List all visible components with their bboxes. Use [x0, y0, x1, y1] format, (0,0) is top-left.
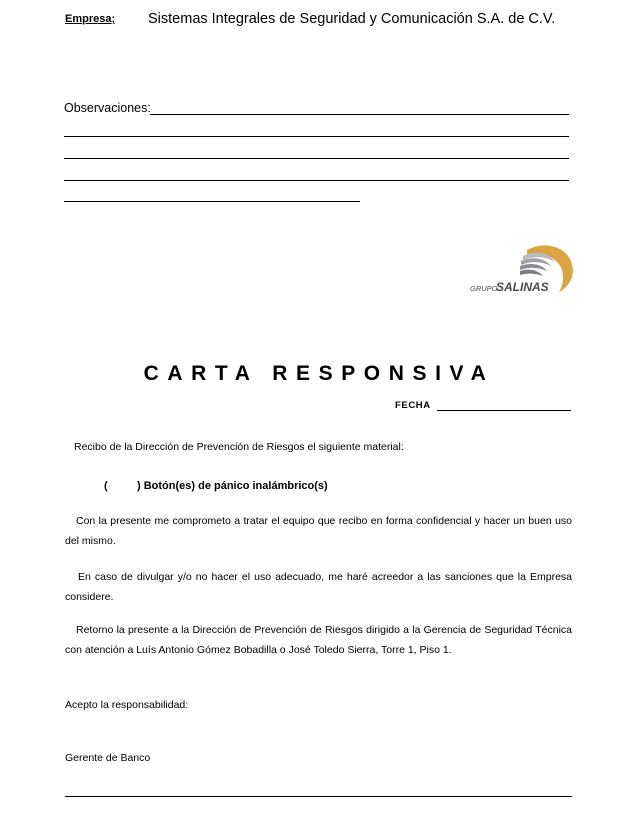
observaciones-line	[150, 114, 569, 115]
fecha-line	[437, 410, 571, 411]
observaciones-line	[64, 180, 569, 181]
acepto-text: Acepto la responsabilidad:	[65, 699, 189, 711]
item-open-paren: (	[104, 480, 108, 492]
logo-grupo-text: GRUPO	[470, 284, 498, 293]
paragraph-retorno: Retorno la presente a la Dirección de Prevención de Riesgos dirigido a la Gerencia de Seguridad Técnica con atención a Luís Antonio Gómez Bobadilla o José Toledo Sierra, Torre 1, Piso 1.	[65, 624, 572, 656]
paragraph-sanciones: En caso de divulgar y/o no hacer el uso adecuado, me haré acreedor a las sanciones que la Empresa considere.	[65, 571, 572, 603]
signature-line	[65, 796, 572, 797]
paragraph-confidencial: Con la presente me comprometo a tratar el equipo que recibo en forma confidencial y hacer un buen uso del mismo.	[65, 515, 572, 547]
empresa-label: Empresa;	[65, 13, 116, 25]
observaciones-line	[64, 158, 569, 159]
company-name: Sistemas Integrales de Seguridad y Comunicación S.A. de C.V.	[148, 11, 556, 27]
fecha-label: FECHA	[395, 400, 431, 411]
grupo-salinas-emblem-icon	[465, 238, 581, 298]
observaciones-label: Observaciones:	[64, 101, 151, 115]
gerente-label: Gerente de Banco	[65, 752, 151, 764]
intro-text: Recibo de la Dirección de Prevención de Riesgos el siguiente material:	[74, 441, 404, 453]
grupo-salinas-logo	[465, 238, 581, 298]
item-text: ) Botón(es) de pánico inalámbrico(s)	[137, 480, 328, 492]
document-title: CARTA RESPONSIVA	[143, 362, 495, 385]
observaciones-line	[64, 201, 360, 202]
logo-salinas-text: SALINAS	[496, 280, 549, 294]
material-item	[104, 480, 328, 492]
observaciones-line	[64, 136, 569, 137]
